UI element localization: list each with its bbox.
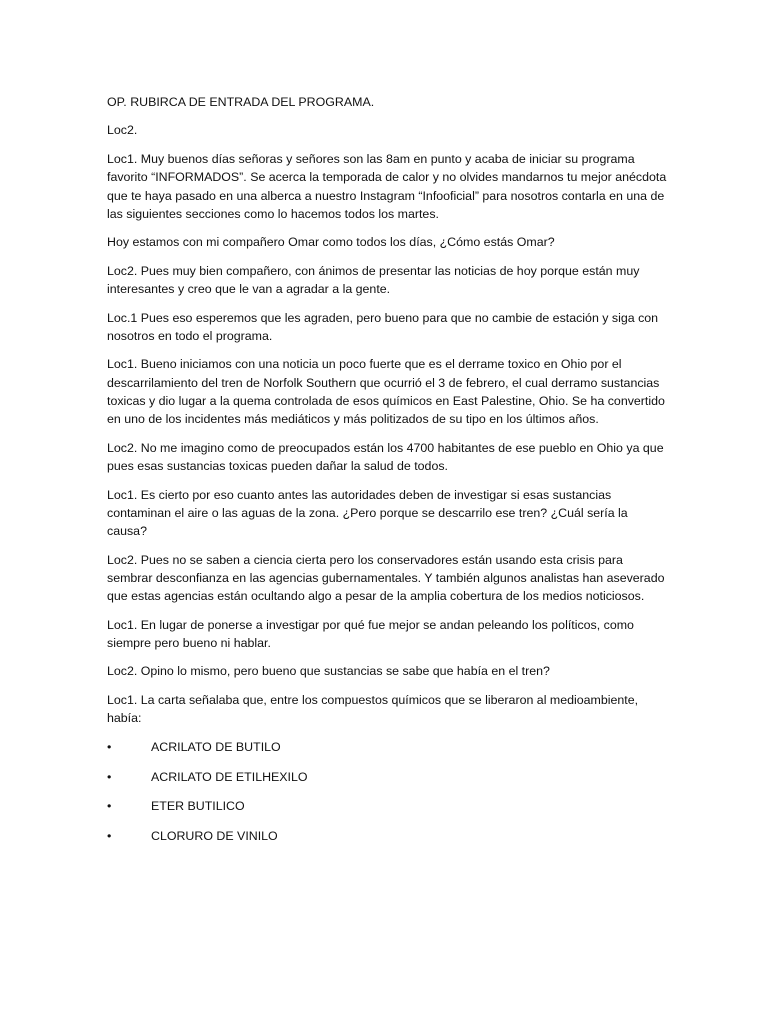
paragraph: Loc2. No me imagino como de preocupados están los 4700 habitantes de ese pueblo en Ohio ya que pues esas sustancias toxicas pueden dañar la salud de todos. <box>107 440 664 474</box>
paragraph: Loc1. Muy buenos días señoras y señores son las 8am en punto y acaba de iniciar su programa favorito “INFORMADOS”. Se acerca la temporada de calor y no olvides mandarnos tu mejor anécdota que te haya pasado en una alberca a nuestro Instagram “Infooficial” para nosotros contarla en una de las siguientes secciones como lo hacemos todos los martes. <box>107 151 667 221</box>
paragraph: Loc2. Pues no se saben a ciencia cierta pero los conservadores están usando esta crisis para sembrar desconfianza en las agencias gubernamentales. Y también algunos analistas han aseverado que estas agencias están ocultando algo a pesar de la amplia cobertura de los medios noticiosos. <box>107 552 665 604</box>
speaker-line: Loc2. <box>107 123 138 138</box>
paragraph: Loc1. En lugar de ponerse a investigar por qué fue mejor se andan peleando los políticos, como siempre pero bueno ni hablar. <box>107 617 634 650</box>
paragraph: Loc2. Opino lo mismo, pero bueno que sustancias se sabe que había en el tren? <box>107 664 550 679</box>
paragraph: Loc1. Es cierto por eso cuanto antes las autoridades deben de investigar si esas sustancias contaminan el aire o las aguas de la zona. ¿Pero porque se descarrilo ese tren? ¿Cuál sería la causa? <box>107 487 628 539</box>
paragraph: Loc1. La carta señalaba que, entre los compuestos químicos que se liberaron al medioambiente, había: <box>107 692 639 726</box>
list-item <box>107 738 667 756</box>
chemical-list <box>107 738 667 846</box>
paragraph: Loc2. Pues muy bien compañero, con ánimos de presentar las noticias de hoy porque están muy interesantes y creo que le van a agradar a la gente. <box>107 263 640 297</box>
bullet-icon: • <box>107 829 112 844</box>
bullet-icon: • <box>107 769 112 784</box>
list-item <box>107 768 667 786</box>
list-item-text: ACRILATO DE ETILHEXILO <box>151 769 308 784</box>
list-item <box>107 827 667 845</box>
paragraph: Hoy estamos con mi compañero Omar como todos los días, ¿Cómo estás Omar? <box>107 235 555 250</box>
paragraph: Loc.1 Pues eso esperemos que les agraden, pero bueno para que no cambie de estación y siga con nosotros en todo el programa. <box>107 310 659 343</box>
paragraph: Loc1. Bueno iniciamos con una noticia un poco fuerte que es el derrame toxico en Ohio por el descarrilamiento del tren de Norfolk Southern que ocurrió el 3 de febrero, el cual derramo sustancias toxicas y dio lugar a la quema controlada de esos químicos en East Palestine, Ohio. Se ha convertido en uno de los incidentes más mediáticos y más politizados de su tipo en los últimos años. <box>107 357 665 427</box>
list-item-text: CLORURO DE VINILO <box>151 829 278 844</box>
document-body <box>107 93 667 857</box>
bullet-icon: • <box>107 739 112 754</box>
bullet-icon: • <box>107 799 112 814</box>
list-item <box>107 797 667 815</box>
heading-line: OP. RUBIRCA DE ENTRADA DEL PROGRAMA. <box>107 95 375 109</box>
list-item-text: ACRILATO DE BUTILO <box>151 739 281 754</box>
list-item-text: ETER BUTILICO <box>151 799 245 814</box>
